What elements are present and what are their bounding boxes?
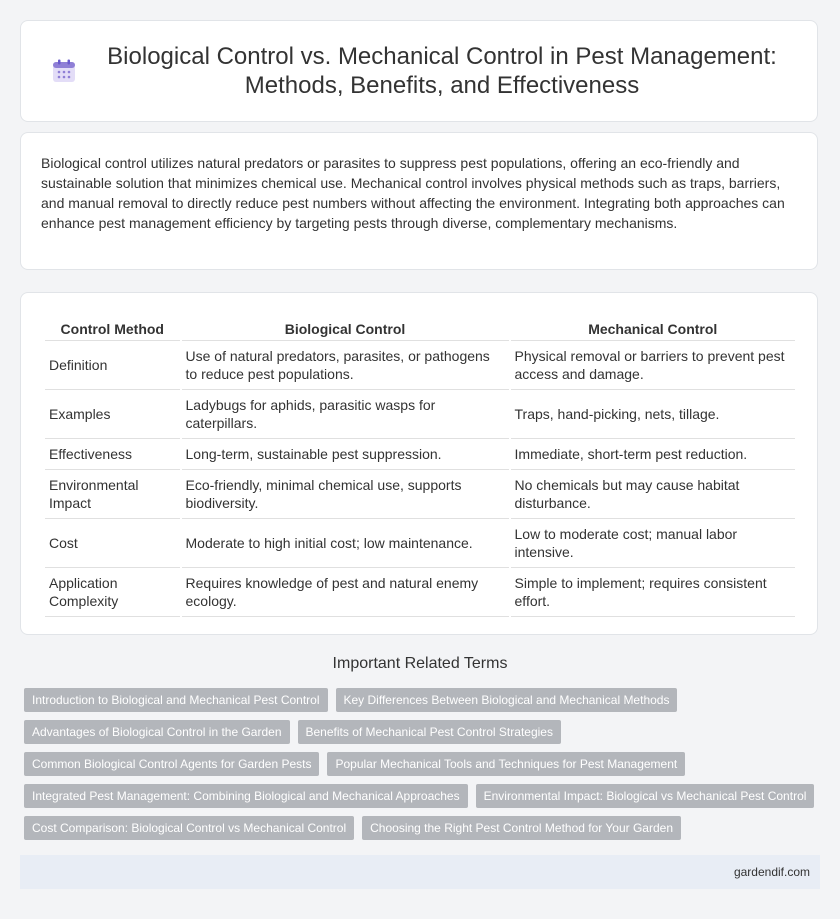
table-row — [45, 519, 795, 568]
table-cell: Long-term, sustainable pest suppression. — [182, 439, 509, 470]
related-term-tag[interactable]: Benefits of Mechanical Pest Control Strategies — [298, 720, 561, 744]
table-cell: No chemicals but may cause habitat disturbance. — [511, 470, 795, 519]
table-cell: Use of natural predators, parasites, or pathogens to reduce pest populations. — [182, 341, 509, 390]
table-cell: Physical removal or barriers to prevent pest access and damage. — [511, 341, 795, 390]
related-term-tag[interactable]: Common Biological Control Agents for Garden Pests — [24, 752, 319, 776]
table-cell: Requires knowledge of pest and natural enemy ecology. — [182, 568, 509, 617]
table-row — [45, 470, 795, 519]
related-term-tag[interactable]: Cost Comparison: Biological Control vs Mechanical Control — [24, 816, 354, 840]
related-term-tag[interactable]: Introduction to Biological and Mechanical Pest Control — [24, 688, 328, 712]
table-header-cell: Control Method — [45, 315, 180, 341]
table-cell: Eco-friendly, minimal chemical use, supports biodiversity. — [182, 470, 509, 519]
intro-card — [20, 132, 818, 270]
comparison-table — [43, 315, 797, 617]
header-card — [20, 20, 818, 122]
footer — [20, 855, 820, 889]
table-row — [45, 568, 795, 617]
intro-text: Biological control utilizes natural predators or parasites to suppress pest populations, offering an eco-friendly and sustainable solution that minimizes chemical use. Mechanical control involves physical methods such as traps, barriers, and manual removal to directly reduce pest numbers without affecting the environment. Integrating both approaches can enhance pest management efficiency by targeting pests through diverse, complementary mechanisms. — [41, 155, 785, 231]
table-header-cell: Biological Control — [182, 315, 509, 341]
table-cell: Ladybugs for aphids, parasitic wasps for caterpillars. — [182, 390, 509, 439]
table-row — [45, 390, 795, 439]
comparison-table-card — [20, 292, 818, 635]
table-cell: Immediate, short-term pest reduction. — [511, 439, 795, 470]
related-terms-tags — [24, 688, 824, 840]
related-term-tag[interactable]: Advantages of Biological Control in the Garden — [24, 720, 290, 744]
table-cell: Definition — [45, 341, 180, 390]
page-title: Biological Control vs. Mechanical Control in Pest Management: Methods, Benefits, and Effectiveness — [107, 43, 777, 99]
related-term-tag[interactable]: Choosing the Right Pest Control Method for Your Garden — [362, 816, 681, 840]
table-cell: Effectiveness — [45, 439, 180, 470]
table-cell: Application Complexity — [45, 568, 180, 617]
table-header-cell: Mechanical Control — [511, 315, 795, 341]
table-header-row — [45, 315, 795, 341]
related-term-tag[interactable]: Environmental Impact: Biological vs Mechanical Pest Control — [476, 784, 815, 808]
footer-site-link[interactable]: gardendif.com — [733, 865, 810, 879]
related-terms-title: Important Related Terms — [332, 655, 508, 672]
table-row — [45, 341, 795, 390]
table-cell: Traps, hand-picking, nets, tillage. — [511, 390, 795, 439]
table-cell: Low to moderate cost; manual labor intensive. — [511, 519, 795, 568]
table-cell: Examples — [45, 390, 180, 439]
calendar-icon — [51, 58, 77, 84]
table-cell: Cost — [45, 519, 180, 568]
table-cell: Moderate to high initial cost; low maintenance. — [182, 519, 509, 568]
table-cell: Environmental Impact — [45, 470, 180, 519]
related-term-tag[interactable]: Popular Mechanical Tools and Techniques for Pest Management — [327, 752, 685, 776]
table-cell: Simple to implement; requires consistent effort. — [511, 568, 795, 617]
table-row — [45, 439, 795, 470]
related-term-tag[interactable]: Integrated Pest Management: Combining Biological and Mechanical Approaches — [24, 784, 468, 808]
related-term-tag[interactable]: Key Differences Between Biological and Mechanical Methods — [336, 688, 678, 712]
